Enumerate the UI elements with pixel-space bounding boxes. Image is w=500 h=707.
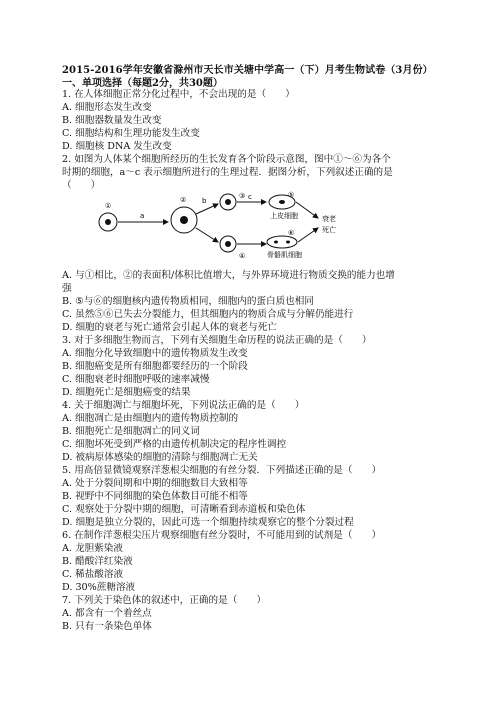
- exam-title: 2015-2016学年安徽省滁州市天长市关塘中学高一（下）月考生物试卷（3月份）: [62, 65, 433, 76]
- text-line: B. 细胞癌变是所有细胞都要经历的一个阶段: [62, 361, 248, 372]
- text-line: A. 细胞凋亡是由细胞内的遗传物质控制的: [62, 413, 239, 424]
- label-b: b: [202, 197, 207, 205]
- text-line: A. 处于分裂间期和中期的细胞数目大致相等: [62, 478, 248, 489]
- text-line: A. 龙胆紫染液: [62, 543, 123, 554]
- cell-6: [267, 236, 297, 248]
- cell-5-caption: 上皮细胞: [270, 212, 298, 220]
- text-line: （ ）: [62, 180, 101, 191]
- text-line: 强: [62, 283, 72, 294]
- text-line: D. 细胞核 DNA 发生改变: [62, 141, 172, 152]
- text-line: 时期的细胞，a～c 表示细胞所进行的生理过程．据图分析，下列叙述正确的是: [62, 167, 393, 178]
- text-line: D. 细胞是独立分裂的，因此可选一个细胞持续观察它的整个分裂过程: [62, 517, 354, 528]
- label-1: ①: [105, 202, 112, 210]
- text-line: D. 被病原体感染的细胞的清除与细胞凋亡无关: [62, 452, 258, 463]
- text-line: 6. 在制作洋葱根尖压片观察细胞有丝分裂时，不可能用到的试剂是（ ）: [62, 530, 382, 541]
- text-line: A. 细胞形态发生改变: [62, 102, 152, 113]
- text-line: C. 观察处于分裂中期的细胞，可清晰看到赤道板和染色体: [62, 504, 306, 515]
- label-c: c: [248, 193, 252, 201]
- text-line: 4. 关于细胞凋亡与细胞坏死，下列说法正确的是（ ）: [62, 400, 305, 411]
- text-line: A. 都含有一个着丝点: [62, 608, 152, 619]
- cell-development-diagram: [96, 190, 356, 260]
- text-line: 5. 用高倍显微镜观察洋葱根尖细胞的有丝分裂．下列描述正确的是（ ）: [62, 465, 382, 476]
- text-line: B. 醋酸洋红染液: [62, 556, 133, 567]
- text-line: C. 细胞衰老时细胞呼吸的速率减慢: [62, 374, 210, 385]
- text-line: A. 与①相比，②的表面积/体积比值增大，与外界环境进行物质交换的能力也增: [62, 270, 395, 281]
- text-line: D. 细胞的衰老与死亡通常会引起人体的衰老与死亡: [62, 322, 277, 333]
- text-line: A. 细胞分化导致细胞中的遗传物质发生改变: [62, 348, 248, 359]
- text-line: C. 细胞结构和生理功能发生改变: [62, 128, 200, 139]
- text-line: B. 视野中不同细胞的染色体数目可能不相等: [62, 491, 248, 502]
- text-line: 3. 对于多细胞生物而言，下列有关细胞生命历程的说法正确的是（ ）: [62, 335, 372, 346]
- label-2: ②: [180, 196, 187, 204]
- label-3: ③: [239, 192, 246, 200]
- cell-6-caption: 骨骼肌细胞: [267, 251, 302, 259]
- text-line: 2. 如图为人体某个细胞所经历的生长发育各个阶段示意图，图中①～⑥为各个: [62, 154, 391, 165]
- text-line: B. 细胞器数量发生改变: [62, 115, 162, 126]
- text-line: C. 稀盐酸溶液: [62, 569, 124, 580]
- label-a: a: [140, 212, 145, 220]
- outcome-death: 死亡: [322, 226, 336, 234]
- label-6: ⑥: [288, 229, 295, 237]
- text-line: B. 细胞死亡是细胞凋亡的同义词: [62, 426, 200, 437]
- outcome-aging: 衰老: [322, 215, 336, 223]
- label-4: ④: [239, 252, 246, 260]
- label-5: ⑤: [288, 191, 295, 199]
- text-line: D. 30%蔗糖溶液: [62, 582, 136, 593]
- section-heading: 一、单项选择（每题2分，共30题）: [62, 78, 223, 89]
- text-line: C. 虽然⑤⑥已失去分裂能力，但其细胞内的物质合成与分解仍能进行: [62, 309, 354, 320]
- text-line: B. 只有一条染色单体: [62, 621, 152, 632]
- text-line: 7. 下列关于染色体的叙述中，正确的是（ ）: [62, 595, 267, 606]
- text-line: B. ⑤与⑥的细胞核内遗传物质相同，细胞内的蛋白质也相同: [62, 296, 314, 307]
- text-line: C. 细胞坏死受到严格的由遗传机制决定的程序性调控: [62, 439, 287, 450]
- text-line: D. 细胞死亡是细胞癌变的结果: [62, 387, 191, 398]
- text-line: 1. 在人体细胞正常分化过程中，不会出现的是（ ）: [62, 89, 295, 100]
